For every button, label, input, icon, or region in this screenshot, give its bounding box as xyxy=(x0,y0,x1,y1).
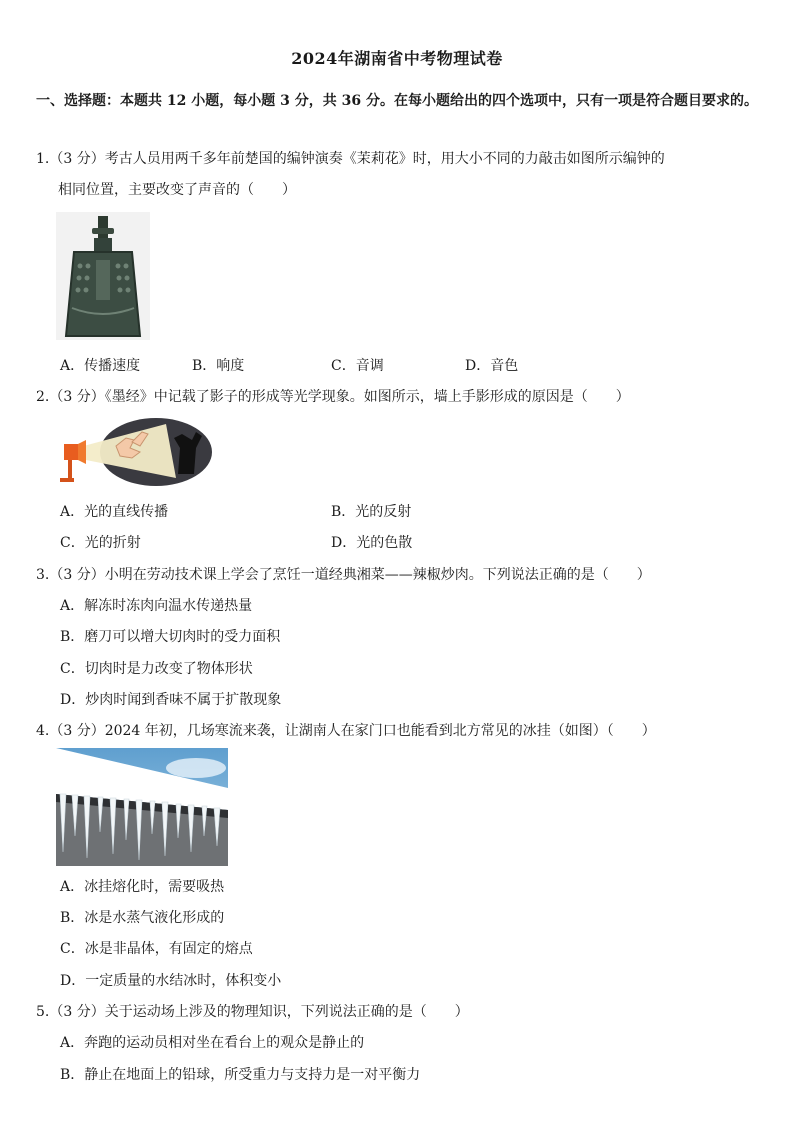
q3-option-d: D．炒肉时闻到香味不属于扩散现象 xyxy=(60,692,282,708)
q3-option-c: C．切肉时是力改变了物体形状 xyxy=(60,661,253,677)
q4-option-a: A．冰挂熔化时，需要吸热 xyxy=(60,879,225,895)
q2-option-d: D．光的色散 xyxy=(331,535,413,551)
q1-option-d: D．音色 xyxy=(465,358,519,374)
bronze-bell-image xyxy=(56,212,150,340)
q4-option-d: D．一定质量的水结冰时，体积变小 xyxy=(60,973,282,989)
hand-shadow-image xyxy=(56,418,212,488)
q2-option-a: A．光的直线传播 xyxy=(60,504,169,520)
q4-option-b: B．冰是水蒸气液化形成的 xyxy=(60,910,225,926)
page-title: 2024年湖南省中考物理试卷 xyxy=(291,49,503,68)
q2-option-b: B．光的反射 xyxy=(331,504,412,520)
q1-option-a: A．传播速度 xyxy=(60,358,141,374)
question-4 xyxy=(36,716,766,747)
icicles-image xyxy=(56,748,228,866)
section-heading: 一、选择题：本题共 12 小题，每小题 3 分，共 36 分。在每小题给出的四个选项中，只有一项是符合题目要求的。 xyxy=(36,93,758,109)
question-1-stem-cont: 相同位置，主要改变了声音的（ ） xyxy=(58,182,296,198)
q5-option-a: A．奔跑的运动员相对坐在看台上的观众是静止的 xyxy=(60,1035,365,1051)
q3-option-b: B．磨刀可以增大切肉时的受力面积 xyxy=(60,629,281,645)
question-3-stem: 3.（3 分）小明在劳动技术课上学会了烹饪一道经典湘菜——辣椒炒肉。下列说法正确的是（ ） xyxy=(36,567,651,583)
q4-option-c: C．冰是非晶体，有固定的熔点 xyxy=(60,941,253,957)
question-1-stem: 1.（3 分）考古人员用两千多年前楚国的编钟演奏《茉莉花》时，用大小不同的力敲击如图所示编钟的 xyxy=(36,151,665,167)
question-1 xyxy=(36,144,766,206)
question-5-stem: 5.（3 分）关于运动场上涉及的物理知识，下列说法正确的是（ ） xyxy=(36,1004,469,1020)
question-5 xyxy=(36,997,766,1028)
q5-option-b: B．静止在地面上的铅球，所受重力与支持力是一对平衡力 xyxy=(60,1067,421,1083)
question-2-stem: 2.（3 分）《墨经》中记载了影子的形成等光学现象。如图所示，墙上手影形成的原因是（ ） xyxy=(36,389,630,405)
q3-option-a: A．解冻时冻肉向温水传递热量 xyxy=(60,598,253,614)
question-2 xyxy=(36,382,766,413)
q1-option-b: B．响度 xyxy=(192,358,245,374)
q1-option-c: C．音调 xyxy=(331,358,384,374)
question-4-stem: 4.（3 分）2024 年初，几场寒流来袭，让湖南人在家门口也能看到北方常见的冰挂（如图）（ ） xyxy=(36,723,656,739)
question-3 xyxy=(36,560,766,591)
q2-option-c: C．光的折射 xyxy=(60,535,141,551)
